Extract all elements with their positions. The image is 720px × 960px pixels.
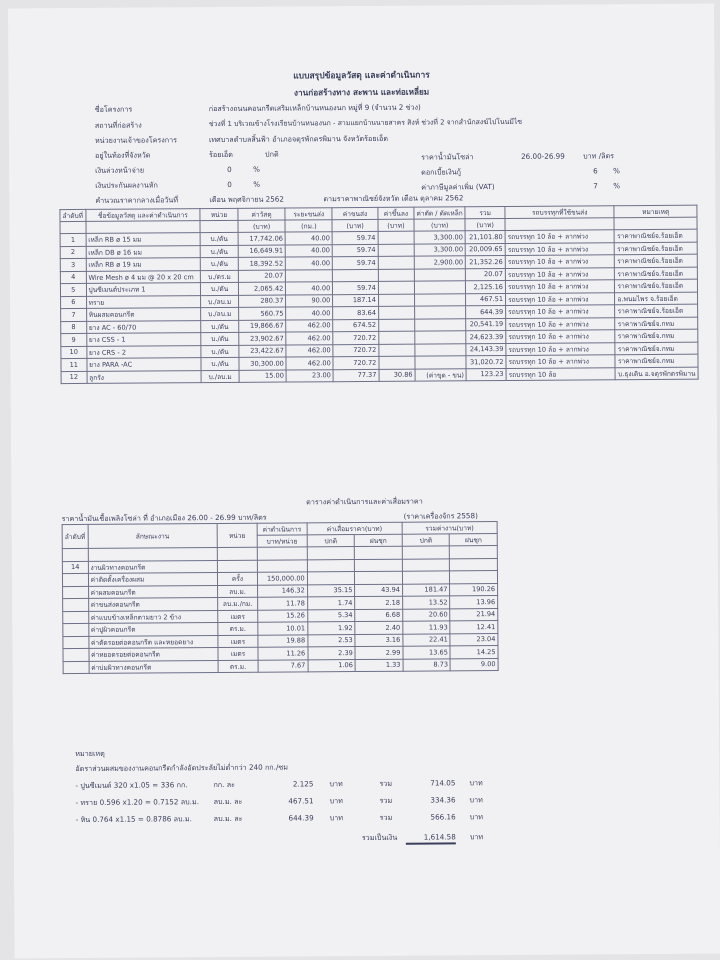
right-value-interest: 6: [593, 166, 598, 176]
table-cell: 13.65: [403, 646, 451, 659]
table-cell: 6.68: [355, 609, 403, 622]
table-cell: ทราย: [86, 295, 201, 308]
materials-body: [60, 229, 698, 383]
table-cell: 13.52: [403, 596, 451, 609]
table-cell: [63, 623, 89, 636]
table-cell: [333, 269, 379, 282]
table-cell: 2.53: [308, 634, 356, 647]
table-cell: 18,392.52: [238, 257, 286, 270]
doc-title: แบบสรุปข้อมูลวัสดุ และค่าดำเนินการ: [293, 70, 430, 82]
table-cell: 10.01: [258, 622, 308, 635]
note-sum-label: รวม: [379, 812, 393, 822]
ops-col-header: หน่วย: [217, 523, 257, 547]
table-cell: ค่าปูผิวคอนกรีต: [88, 623, 218, 636]
operation-cost-table: [62, 521, 499, 674]
unit-header: [60, 221, 86, 233]
table-cell: 90.00: [286, 294, 333, 307]
col-header: ค่าตัด / ดัดเหล็ก: [414, 207, 465, 219]
table-cell: 15.26: [258, 609, 308, 622]
table-cell: [414, 268, 465, 281]
right-unit-vat: %: [613, 181, 621, 191]
table-cell: ค่าขนส่งคอนกรีต: [88, 598, 218, 611]
ops-subheader: ปกติ: [307, 535, 355, 547]
table-cell: [415, 356, 466, 369]
info-province-status: ปกติ: [265, 149, 279, 159]
table-cell: 59.74: [332, 244, 378, 257]
table-cell: [379, 356, 415, 369]
note-sum-label: รวม: [379, 778, 393, 788]
ops-col-header: ค่าดำเนินการ: [257, 523, 307, 535]
table-cell: 1: [60, 233, 86, 246]
note-baht: บาท: [329, 779, 343, 789]
right-value-diesel: 26.00-26.99: [521, 151, 565, 161]
table-cell: [63, 636, 89, 649]
table-cell: 19,866.67: [239, 320, 287, 333]
table-cell: 462.00: [286, 357, 333, 370]
table-cell: 35.15: [307, 584, 355, 597]
table-cell: [379, 319, 415, 332]
col-header: ค่าขนส่ง: [332, 207, 378, 219]
table-cell: 24,623.39: [466, 330, 506, 343]
table-cell: 59.74: [333, 281, 379, 294]
table-cell: 4: [60, 271, 86, 284]
note-price: 644.39: [288, 813, 314, 823]
table-cell: เหล็ก DB ø 16 มม: [86, 245, 201, 258]
table-cell: 674.52: [333, 319, 379, 332]
table-cell: บ./ลบ.ม: [201, 295, 239, 308]
table-cell: 1.92: [308, 622, 356, 635]
table-cell: 146.32: [257, 584, 307, 597]
table-row: [63, 658, 498, 674]
info-label-agency: หน่วยงานเจ้าของโครงการ: [94, 135, 178, 145]
col-header: ลำดับที่: [60, 209, 86, 221]
note-item: - ทราย 0.596 x1.20 = 0.7152 ลบ.ม.: [75, 797, 200, 808]
note-total: 566.16: [430, 812, 456, 822]
table-cell: ยาง AC - 60/70: [86, 320, 201, 333]
info-unit-advance: %: [253, 164, 261, 174]
table-cell: 720.72: [333, 344, 379, 357]
table-cell: 77.37: [333, 369, 379, 382]
note-item: - หิน 0.764 x1.15 = 0.8786 ลบ.ม.: [75, 814, 192, 825]
table-cell: 24,143.39: [466, 343, 506, 356]
table-cell: 280.37: [238, 295, 286, 308]
table-cell: รถบรรทุก 10 ล้อ + ลากพ่วง: [505, 242, 615, 255]
col-header: ระยะขนส่ง: [285, 208, 332, 220]
table-cell: ราคาพาณิชย์จ.ร้อยเอ็ด: [615, 304, 698, 317]
table-cell: บ./ลบ.ม: [201, 370, 239, 383]
col-header: ค่าวัสดุ: [238, 208, 286, 220]
table-cell: 6: [61, 296, 87, 309]
unit-header: (บาท): [465, 218, 505, 230]
notes-intro: อัตราส่วนผสมของงานคอนกรีตกำลังอัดประลัยไม่ต่ำกว่า 240 กก./ซม: [75, 762, 288, 774]
table-cell: ราคาพาณิชย์จ.ร้อยเอ็ด: [615, 229, 698, 242]
table-cell: 1.33: [355, 659, 403, 672]
table-cell: ราคาพาณิชย์จ.กทม: [615, 317, 698, 330]
table-cell: 2,900.00: [414, 256, 465, 269]
table-cell: 11.26: [258, 647, 308, 660]
table-cell: ค่าติดตั้งเครื่องผสม: [88, 573, 218, 586]
table-cell: [378, 256, 414, 269]
table-cell: [63, 611, 89, 624]
table-cell: 181.47: [402, 583, 450, 596]
table-cell: [415, 331, 466, 344]
table-cell: หินผสมคอนกรีต: [86, 308, 201, 321]
table-cell: 16,649.91: [238, 245, 286, 258]
ops-subheader: ปกติ: [402, 534, 450, 546]
note-price: 467.51: [288, 796, 314, 806]
table-cell: 3.16: [355, 634, 403, 647]
table2-caption-right: (ราคาเครื่องจักร 2558): [403, 511, 478, 521]
note-unit: ลบ.ม. ละ: [213, 796, 243, 807]
info-value-advance: 0: [227, 164, 232, 174]
table-cell: 43.94: [355, 584, 403, 597]
table-cell: ราคาพาณิชย์จ.ร้อยเอ็ด: [615, 254, 698, 267]
table-cell: บ./ตัน: [200, 232, 238, 245]
table-cell: ยาง CSS - 1: [86, 333, 201, 346]
info-value-retention: 0: [227, 179, 232, 189]
col-header: รวม: [465, 207, 505, 219]
table-cell: รถบรรทุก 10 ล้อ + ลากพ่วง: [506, 330, 616, 343]
col-header: หมายเหตุ: [614, 205, 697, 218]
table-cell: บ./ตัน: [201, 320, 239, 333]
note-unit: ลบ.ม. ละ: [213, 813, 243, 824]
table-cell: 11.93: [403, 621, 451, 634]
table-cell: [286, 269, 333, 282]
table-cell: ยาง PARA -AC: [87, 358, 202, 371]
unit-header: (กม.): [285, 220, 332, 232]
col-header: ค่าขึ้นลง: [378, 207, 414, 219]
info-label-retention: เงินประกันผลงานหัก: [95, 180, 158, 190]
table-cell: 9: [61, 333, 87, 346]
right-label-vat: ค่าภาษีมูลค่าเพิ่ม (VAT): [421, 182, 495, 192]
table-cell: 40.00: [285, 232, 332, 245]
table-cell: 30,300.00: [239, 357, 287, 370]
table-cell: ค่าแบบข้างเหล็กตามยาว 2 ข้าง: [88, 610, 218, 623]
col-header: รถบรรทุกที่ใช้ขนส่ง: [505, 206, 615, 219]
col-header: หน่วย: [200, 208, 238, 220]
table-cell: [415, 293, 466, 306]
note-total: 334.36: [430, 795, 456, 805]
table-cell: 12: [61, 371, 87, 384]
table-cell: [378, 231, 414, 244]
info-value-agency: เทศบาลตำบลสิ้นฟ้า อำเภอจตุรพักตรพิมาน จังหวัดร้อยเอ็ด: [208, 133, 389, 145]
table-cell: รถบรรทุก 10 ล้อ: [506, 367, 616, 380]
info-label-province: อยู่ในท้องที่จังหวัด: [95, 150, 151, 160]
table-cell: 40.00: [286, 244, 333, 257]
col-header: ชื่อข้อมูลวัสดุ และค่าดำเนินการ: [85, 209, 200, 222]
table-cell: 19.88: [258, 634, 308, 647]
table-cell: ตร.ม.: [218, 660, 258, 673]
unit-header: (บาท): [238, 220, 286, 232]
table-cell: บ./ตัน: [201, 282, 239, 295]
table-cell: 40.00: [286, 257, 333, 270]
table-cell: [402, 571, 450, 584]
table-cell: 20.60: [403, 608, 451, 621]
table-cell: ลบ.ม.: [218, 585, 258, 598]
unit-header: [505, 218, 615, 231]
table-cell: 2.99: [355, 646, 403, 659]
table-cell: 187.14: [333, 294, 379, 307]
table-cell: [450, 571, 498, 584]
table-cell: 40.00: [286, 282, 333, 295]
info-price-source: ตามราคาพาณิชย์จังหวัด เดือน ตุลาคม 2562: [323, 193, 464, 204]
table-cell: 1.06: [308, 659, 356, 672]
table-cell: [378, 294, 414, 307]
table-cell: 40.00: [286, 307, 333, 320]
table-cell: 462.00: [286, 332, 333, 345]
info-label-calcdate: คำนวณราคากลางเมื่อวันที่: [95, 195, 179, 205]
ops-subheader: ฝนชุก: [450, 534, 498, 546]
table-cell: 2: [60, 246, 86, 259]
notes-heading: หมายเหตุ: [75, 748, 105, 759]
table-cell: บ.ธุงเติน อ.จตุรพักตรพิมาน: [615, 367, 698, 380]
unit-header: (บาท): [414, 219, 465, 231]
table-cell: 59.74: [333, 256, 379, 269]
table-cell: 13.96: [450, 596, 498, 609]
table-cell: 20.07: [238, 270, 286, 283]
table-cell: 30.86: [379, 369, 415, 382]
table-cell: ลูกรัง: [87, 370, 202, 383]
table-cell: ปูนซีเมนต์ประเภท 1: [86, 283, 201, 296]
table-cell: [415, 306, 466, 319]
table-cell: [378, 244, 414, 257]
note-price: 2.125: [292, 779, 314, 789]
table-cell: 720.72: [333, 356, 379, 369]
right-label-diesel: ราคาน้ำมันโซล่า: [421, 152, 474, 162]
table-cell: อ.พนมไพร จ.ร้อยเอ็ด: [615, 292, 698, 305]
table-cell: 720.72: [333, 331, 379, 344]
materials-table: [59, 205, 698, 384]
table-cell: 14.25: [450, 646, 498, 659]
info-value-location: ช่วงที่ 1 บริเวณข้างโรงเรียนบ้านหนองนก - สามแยกบ้านนายสาคร สิงห์ ช่วงที่ 2 จากสำนักสงฆ์ไปโนนมีไซ: [208, 117, 523, 129]
right-value-vat: 7: [593, 181, 598, 191]
table-cell: 8.73: [403, 658, 451, 671]
note-baht: บาท: [329, 796, 343, 806]
table-cell: 644.39: [466, 305, 506, 318]
table-cell: รถบรรทุก 10 ล้อ + ลากพ่วง: [506, 317, 616, 330]
unit-header: [86, 221, 201, 234]
unit-header: [200, 220, 238, 232]
table-cell: [379, 331, 415, 344]
info-label-project: ชื่อโครงการ: [94, 104, 133, 114]
table-cell: รถบรรทุก 10 ล้อ + ลากพ่วง: [505, 280, 615, 293]
table-cell: 2,065.42: [238, 282, 286, 295]
table-cell: 462.00: [286, 344, 333, 357]
table2-title: ตารางค่าดำเนินการและค่าเสื่อมราคา: [306, 496, 423, 507]
table-cell: บ./ลบ.ม: [201, 307, 239, 320]
table-cell: ค่าหยอดรอยต่อคอนกรีต: [89, 648, 219, 661]
table-cell: รถบรรทุก 10 ล้อ + ลากพ่วง: [506, 355, 616, 368]
table-cell: ยาง CRS - 2: [86, 345, 201, 358]
note-total-unit: บาท: [469, 778, 483, 788]
table-cell: [378, 306, 414, 319]
table-cell: 12.41: [450, 621, 498, 634]
right-unit-interest: %: [613, 166, 621, 176]
table-cell: 2.40: [355, 621, 403, 634]
note-total: 714.05: [430, 778, 456, 788]
unit-header: [614, 217, 697, 230]
table-cell: ค่าบ่มผิวทางคอนกรีต: [89, 660, 219, 673]
table-cell: [63, 586, 89, 599]
table-cell: 10: [61, 346, 87, 359]
table-cell: 3,300.00: [414, 231, 465, 244]
table-cell: 11: [61, 358, 87, 371]
table-cell: 21.94: [450, 608, 498, 621]
table-cell: รถบรรทุก 10 ล้อ + ลากพ่วง: [506, 342, 616, 355]
table-cell: [379, 344, 415, 357]
table-cell: ตร.ม.: [218, 622, 258, 635]
table-cell: [63, 598, 89, 611]
ops-section-no: 14: [62, 561, 88, 574]
note-total-unit: บาท: [469, 795, 483, 805]
ops-subheader: บาท/หน่วย: [257, 535, 307, 547]
table-cell: [415, 343, 466, 356]
table-cell: 3: [60, 258, 86, 271]
table-cell: 3,300.00: [414, 243, 465, 256]
table-cell: 23,422.67: [239, 345, 287, 358]
table-cell: 20.07: [466, 268, 506, 281]
table-cell: 11.78: [258, 597, 308, 610]
table-cell: 190.26: [450, 583, 498, 596]
unit-header: (บาท): [332, 219, 378, 231]
table-cell: 20,541.19: [466, 318, 506, 331]
document-page: [8, 4, 720, 959]
table-cell: ราคาพาณิชย์จ.ร้อยเอ็ด: [615, 279, 698, 292]
table-cell: 21,101.80: [465, 230, 505, 243]
table-cell: 9.00: [450, 658, 498, 671]
table-cell: 20,009.65: [465, 243, 505, 256]
table-cell: 15.00: [239, 370, 287, 383]
table-cell: 5: [60, 283, 86, 296]
table-cell: 2.18: [355, 596, 403, 609]
table-cell: [355, 571, 403, 584]
ops-subheader: ฝนชุก: [355, 534, 403, 546]
table-cell: รถบรรทุก 10 ล้อ + ลากพ่วง: [505, 255, 615, 268]
table-cell: 462.00: [286, 319, 333, 332]
table-cell: (ค่าขุด - ขน): [415, 368, 466, 381]
ops-col-header: ลำดับที่: [62, 524, 88, 548]
ops-col-header: ค่าเสื่อมราคา(บาท): [307, 522, 402, 535]
ops-col-header: ลักษณะงาน: [88, 524, 218, 549]
note-item: - ปูนซีเมนต์ 320 x1.05 = 336 กก.: [75, 780, 188, 791]
table-cell: ครั้ง: [217, 572, 257, 585]
table-cell: 2,125.16: [466, 280, 506, 293]
table-cell: 8: [61, 321, 87, 334]
table-cell: [378, 281, 414, 294]
table-cell: บ./ตัน: [201, 245, 239, 258]
table-cell: ราคาพาณิชย์จ.กทม: [615, 329, 698, 342]
table-cell: ราคาพาณิชย์จ.ร้อยเอ็ด: [615, 267, 698, 280]
table-cell: ลบ.ม./กม.: [218, 597, 258, 610]
table-cell: เมตร: [218, 635, 258, 648]
grand-total-label: รวมเป็นเงิน: [361, 832, 398, 843]
table-cell: 1.74: [307, 597, 355, 610]
table-cell: บ./ตัน: [201, 257, 239, 270]
table-cell: 123.23: [466, 368, 506, 381]
table-cell: ค่าตัดรอยต่อคอนกรีต และหยอดยาง: [88, 635, 218, 648]
ops-section-label: งานผิวทางคอนกรีต: [88, 560, 218, 573]
table-cell: [63, 648, 89, 661]
table-cell: 5.34: [307, 609, 355, 622]
table-cell: [415, 318, 466, 331]
table-cell: รถบรรทุก 10 ล้อ + ลากพ่วง: [505, 230, 615, 243]
table-cell: 467.51: [466, 293, 506, 306]
table-cell: รถบรรทุก 10 ล้อ + ลากพ่วง: [506, 305, 616, 318]
table-cell: ราคาพาณิชย์จ.กทม: [615, 342, 698, 355]
table-cell: เหล็ก RB ø 15 มม: [86, 233, 201, 246]
table-cell: Wire Mesh ø 4 มม @ 20 x 20 cm: [86, 270, 201, 283]
table-cell: ราคาพาณิชย์จ.กทม: [615, 354, 698, 367]
info-value-province: ร้อยเอ็ด: [209, 149, 233, 160]
table-cell: เหล็ก RB ø 19 มม: [86, 258, 201, 271]
right-label-interest: ดอกเบี้ยเงินกู้: [421, 167, 462, 177]
table-cell: เมตร: [218, 610, 258, 623]
table-cell: 150,000.00: [257, 572, 307, 585]
right-unit-diesel: บาท /ลิตร: [583, 151, 615, 161]
table-cell: ราคาพาณิชย์จ.ร้อยเอ็ด: [615, 242, 698, 255]
ops-col-header: รวมค่างาน(บาท): [402, 522, 497, 535]
table-cell: 31,020.72: [466, 355, 506, 368]
table-cell: บ./ตัน: [201, 345, 239, 358]
table-cell: 7: [61, 308, 87, 321]
table-cell: 22.41: [403, 633, 451, 646]
table-cell: 560.75: [238, 307, 286, 320]
table-cell: 59.74: [332, 231, 378, 244]
table-cell: บ./ตัน: [201, 332, 239, 345]
table-cell: [307, 572, 355, 585]
info-unit-retention: %: [253, 179, 261, 189]
grand-total-value: 1,614.58: [406, 833, 456, 845]
table-cell: บ./ตัน: [201, 357, 239, 370]
info-label-advance: เงินล่วงหน้าจ่าย: [95, 165, 145, 175]
ops-body: [62, 571, 498, 674]
table-cell: 17,742.06: [238, 232, 286, 245]
table-cell: 23.00: [286, 369, 333, 382]
table-cell: [63, 661, 89, 674]
note-sum-label: รวม: [379, 795, 393, 805]
grand-total-unit: บาท: [469, 832, 484, 842]
table-cell: [62, 573, 88, 586]
table-cell: 83.64: [333, 306, 379, 319]
table2-caption-left: ราคาน้ำมันเชื้อเพลิงโซล่า ที่ อำเภอเมือง 26.00 - 26.99 บาท/ลิตร: [61, 512, 267, 524]
note-unit: กก. ละ: [213, 779, 236, 790]
table-cell: 21,352.26: [466, 255, 506, 268]
info-value-project: ก่อสร้างถนนคอนกรีตเสริมเหล็กบ้านหนองนก หมู่ที่ 9 (จำนวน 2 ช่วง): [208, 102, 421, 114]
table-cell: [414, 281, 465, 294]
table-cell: เมตร: [218, 647, 258, 660]
table-cell: ค่าผสมคอนกรีต: [88, 585, 218, 598]
table-cell: 7.67: [258, 659, 308, 672]
note-total-unit: บาท: [469, 812, 484, 822]
table-cell: รถบรรทุก 10 ล้อ + ลากพ่วง: [506, 292, 616, 305]
table-cell: บ./ตร.ม: [201, 270, 239, 283]
info-label-location: สถานที่ก่อสร้าง: [94, 120, 142, 130]
note-baht: บาท: [329, 813, 344, 823]
table-cell: 2.39: [308, 647, 356, 660]
table-cell: รถบรรทุก 10 ล้อ + ลากพ่วง: [505, 267, 615, 280]
doc-subtitle: งานก่อสร้างทาง สะพาน และท่อเหลี่ยม: [293, 86, 430, 98]
info-value-calcdate: เดือน พฤศจิกายน 2562: [209, 194, 284, 205]
table-cell: 23,902.67: [239, 332, 287, 345]
unit-header: (บาท): [378, 219, 414, 231]
table-cell: [378, 269, 414, 282]
table-cell: 23.04: [450, 633, 498, 646]
